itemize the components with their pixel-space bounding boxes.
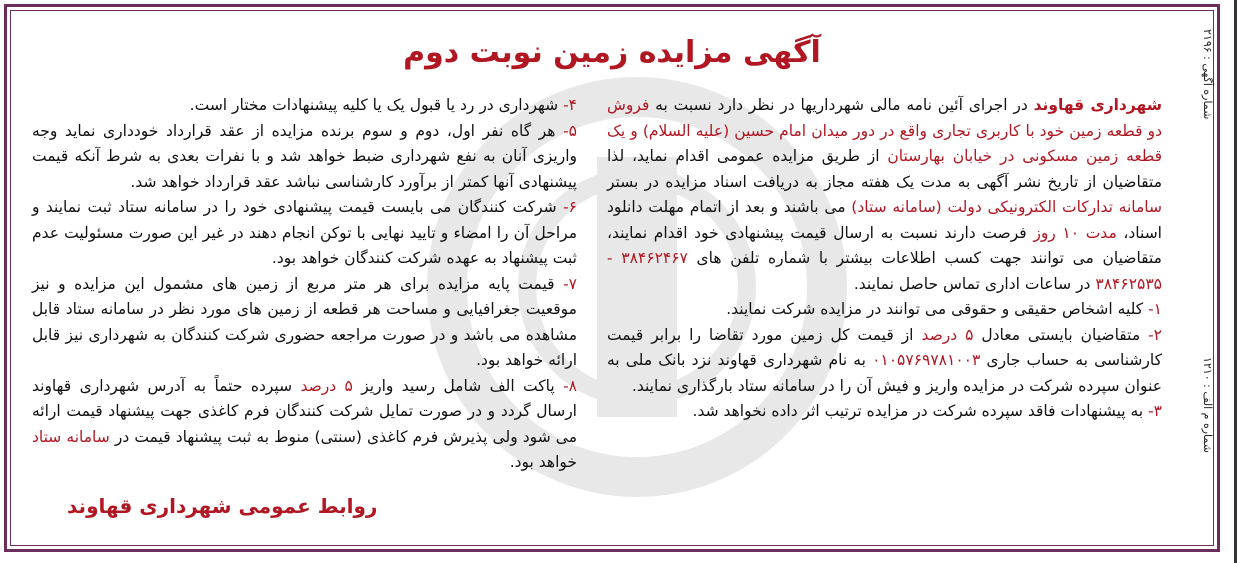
item-2: ۲- متقاضیان بایستی معادل ۵ درصد از قیمت کل زمین مورد تقاضا را برابر قیمت کارشناسی به حساب جاری ۰۱۰۵۷۶۹۷۸۱۰۰۳ به نام شهرداری قهاوند نزد بانک ملی به عنوان سپرده شرکت در مزایده واریز و فیش آن را در سامانه ستاد بارگذاری نمایند.	[607, 325, 1162, 395]
deposit-percent: ۵ درصد	[921, 325, 974, 344]
ad-title: آگهی مزایده زمین نوبت دوم	[403, 35, 821, 70]
item-3: ۳- به پیشنهادات فاقد سپرده شرکت در مزایده ترتیب اثر داده نخواهد شد.	[692, 402, 1162, 420]
ad-number-label: شماره آگهی : ۲۱۹۶	[1201, 29, 1214, 120]
item-7: ۷- قیمت پایه مزایده برای هر متر مربع از زمین های مشمول این مزایده و نیز موقعیت جغرافیایی و مساحت هر قطعه از زمین های مورد نظر در سامانه ستاد قابل مشاهده می باشد و در صورت مراجعه حضوری شرکت کنندگان به شهرداری نیز قابل ارائه خواهد بود.	[32, 274, 577, 369]
ad-frame	[4, 4, 1220, 552]
deadline: مدت ۱۰ روز	[1033, 223, 1117, 242]
intro-paragraph: شهرداری قهاوند در اجرای آئین نامه مالی شهرداریها در نظر دارد نسبت به فروش دو قطعه زمین خود با کاربری تجاری واقع در دور میدان امام حسین (علیه السلام) و یک قطعه زمین مسکونی در خیابان بهارستان از طریق مزایده عمومی اقدام نماید، لذا متقاضیان از تاریخ نشر آگهی به مدت یک هفته مجاز به دریافت اسناد مزایده در بستر سامانه تدارکات الکترونیکی دولت (سامانه ستاد) می باشند و بعد از اتمام مهلت دانلود اسناد، مدت ۱۰ روز فرصت دارند نسبت به ارسال قیمت پیشنهادی خود اقدام نمایند، متقاضیان می توانند جهت کسب اطلاعات بیشتر با شماره تلفن های ۳۸۴۶۲۴۶۷ - ۳۸۴۶۲۵۳۵ در ساعات اداری تماس حاصل نمایند.	[607, 96, 1163, 293]
letter-number-label: شماره م الف : ۱۲۱۰	[1201, 357, 1214, 453]
phone-numbers: ۳۸۴۶۲۴۶۷ - ۳۸۴۶۲۵۳۵	[607, 249, 1162, 293]
item-5: ۵- هر گاه نفر اول، دوم و سوم برنده مزایده از عقد قرارداد خودداری نماید وجه واریزی آنان به نفع شهرداری ضبط خواهد شد و با نفرات بعدی به شرط آنکه قیمت پیشنهادی آنها کمتر از برآورد کارشناسی نباشد عقد قرارداد خواهد شد.	[32, 121, 577, 191]
item-4: ۴- شهرداری در رد یا قبول یک یا کلیه پیشنهادات مختار است.	[189, 96, 577, 114]
signature: روابط عمومی شهرداری قهاوند	[67, 494, 378, 518]
item-1: ۱- کلیه اشخاص حقیقی و حقوقی می توانند در مزایده شرکت نمایند.	[726, 300, 1162, 318]
sale-subject: فروش دو قطعه زمین خود با کاربری تجاری واقع در دور میدان امام حسین (علیه السلام) و یک قطعه زمین مسکونی در خیابان بهارستان	[607, 96, 1163, 165]
municipality-name: شهرداری قهاوند	[1033, 96, 1162, 114]
left-column	[32, 93, 577, 476]
item-6: ۶- شرکت کنندگان می بایست قیمت پیشنهادی خود را در سامانه ستاد ثبت نمایند و مراحل آن را امضاء و تایید نهایی با توکن انجام دهند در غیر این صورت مسئولیت عدم ثبت پیشنهاد به عهده شرکت کنندگان خواهد بود.	[32, 198, 577, 267]
setad-system: سامانه تدارکات الکترونیکی دولت (سامانه ستاد)	[851, 198, 1162, 216]
account-number: ۰۱۰۵۷۶۹۷۸۱۰۰۳	[872, 351, 981, 369]
right-column	[607, 93, 1162, 425]
item-8: ۸- پاکت الف شامل رسید واریز ۵ درصد سپرده حتماً به آدرس شهرداری قهاوند ارسال گردد و در صورت تمایل شرکت کنندگان فرم کاغذی جهت پیشنهاد قیمت ارائه می شود ولی پذیرش فرم کاغذی (سنتی) منوط به ثبت پیشنهاد قیمت در سامانه ستاد خواهد بود.	[32, 376, 577, 471]
